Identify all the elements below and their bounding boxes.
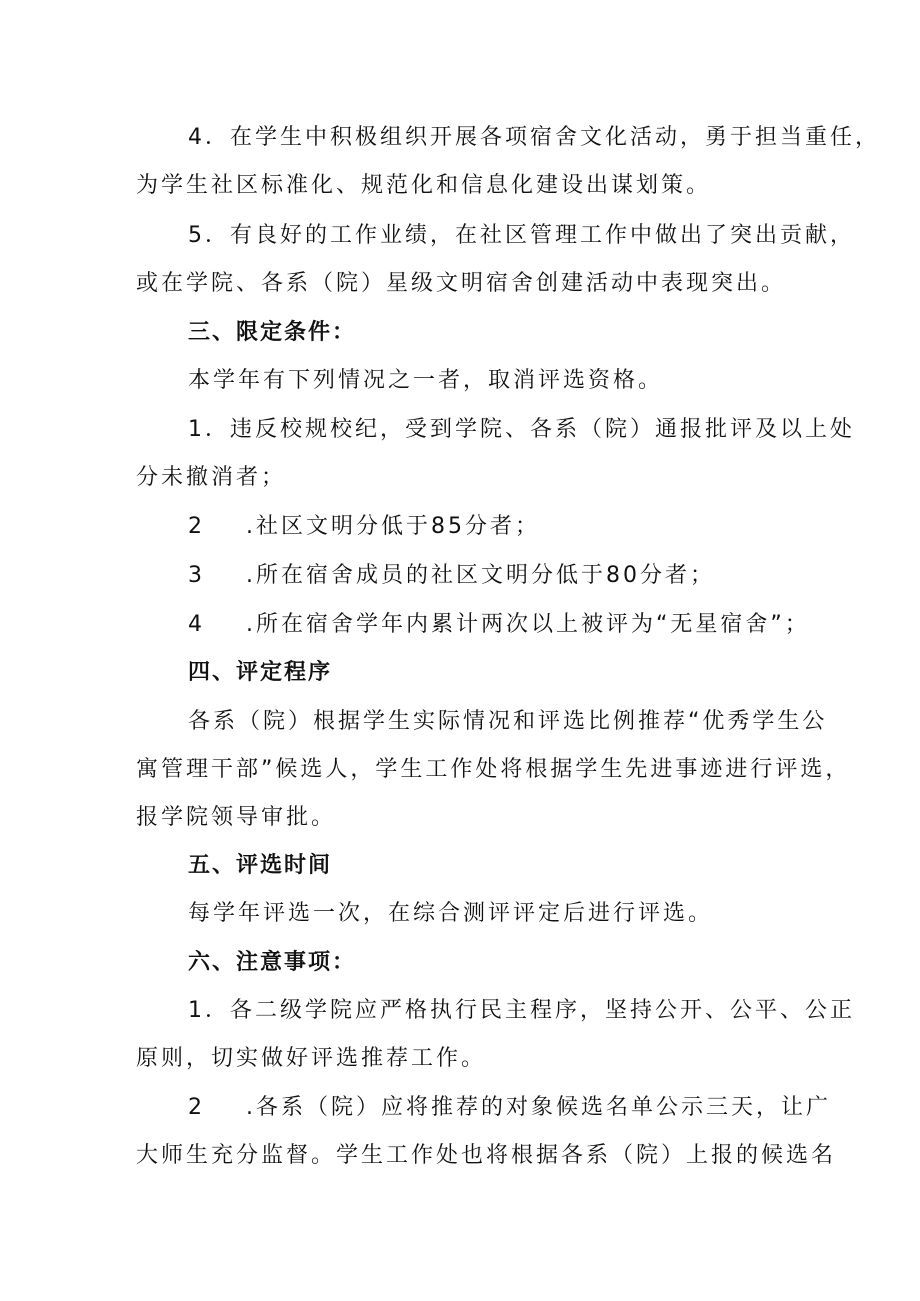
paragraph-line: 大师生充分监督。学生工作处也将根据各系（院）上报的候选名 — [136, 1143, 837, 1168]
paragraph-line: 5．有良好的工作业绩，在社区管理工作中做出了突出贡献， — [188, 223, 855, 248]
paragraph-line: 4．在学生中积极组织开展各项宿舍文化活动，勇于担当重任， — [188, 125, 880, 150]
list-number: 2 — [188, 514, 205, 539]
list-number: 4 — [188, 612, 205, 637]
paragraph-line: 1．违反校规校纪，受到学院、各系（院）通报批评及以上处 — [188, 417, 855, 442]
paragraph-line: 分未撤消者； — [136, 465, 287, 490]
list-item — [188, 561, 715, 591]
list-number: 2 — [188, 1095, 205, 1120]
list-text: .所在宿舍学年内累计两次以上被评为“无星宿舍”； — [246, 612, 810, 637]
list-item — [188, 1093, 831, 1123]
section-heading: 五、评选时间 — [188, 853, 333, 878]
paragraph-line: 各系（院）根据学生实际情况和评选比例推荐“优秀学生公 — [188, 709, 828, 734]
paragraph-line: 为学生社区标准化、规范化和信息化建设出谋划策。 — [136, 173, 712, 198]
list-text: .所在宿舍成员的社区文明分低于80分者； — [246, 563, 715, 588]
list-item — [188, 610, 810, 640]
paragraph-line: 或在学院、各系（院）星级文明宿舍创建活动中表现突出。 — [136, 271, 787, 296]
paragraph-line: 报学院领导审批。 — [136, 805, 337, 830]
list-text: .社区文明分低于85分者； — [246, 514, 540, 539]
paragraph-line: 本学年有下列情况之一者，取消评选资格。 — [188, 368, 664, 393]
list-item — [188, 512, 540, 542]
section-heading: 六、注意事项： — [188, 950, 357, 975]
section-heading: 三、限定条件： — [188, 320, 357, 345]
section-heading: 四、评定程序 — [188, 660, 333, 685]
paragraph-line: 寓管理干部”候选人，学生工作处将根据学生先进事迹进行评选， — [136, 757, 851, 782]
paragraph-line: 原则，切实做好评选推荐工作。 — [136, 1046, 487, 1071]
paragraph-line: 每学年评选一次，在综合测评评定后进行评选。 — [188, 901, 714, 926]
paragraph-line: 1．各二级学院应严格执行民主程序，坚持公开、公平、公正 — [188, 998, 855, 1023]
list-number: 3 — [188, 563, 205, 588]
list-text: .各系（院）应将推荐的对象候选名单公示三天，让广 — [246, 1095, 831, 1120]
